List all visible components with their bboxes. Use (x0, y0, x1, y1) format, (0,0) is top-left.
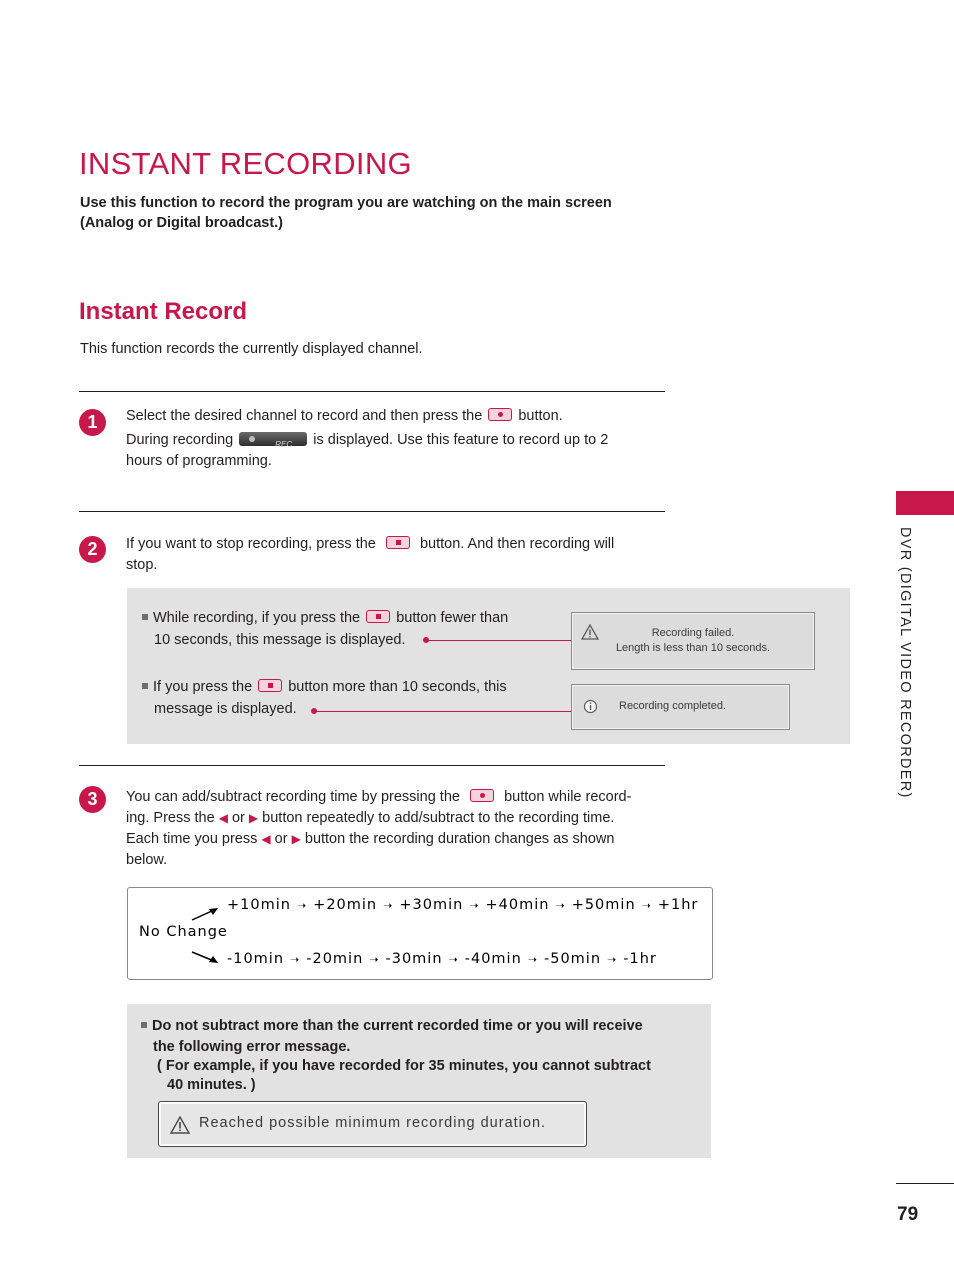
duration-step: +50min (571, 897, 636, 913)
intro-line: (Analog or Digital broadcast.) (80, 215, 284, 231)
osd-line: Recording completed. (619, 700, 727, 712)
note-text-part: 10 seconds, this message is displayed. (154, 632, 406, 648)
step-3-badge: 3 (79, 786, 106, 813)
duration-step: -50min (544, 951, 602, 967)
warning-line (141, 1016, 643, 1036)
record-button-icon (470, 789, 494, 802)
no-change-label: No Change (139, 924, 228, 940)
divider (79, 511, 665, 512)
note-text-part: button fewer than (396, 610, 509, 626)
duration-step: -1hr (623, 951, 657, 967)
step-text-part: You can add/subtract recording time by pressing the (126, 789, 460, 805)
warning-text: Do not subtract more than the current recorded time or you will receive (152, 1018, 643, 1034)
duration-step: -40min (464, 951, 522, 967)
step-arrow-icon: ➝ (296, 899, 308, 912)
step-text-part: or (274, 831, 288, 847)
section-description: This function records the currently displayed channel. (80, 341, 423, 357)
step-arrow-icon: ➝ (369, 953, 380, 966)
step-arrow-icon: ➝ (555, 899, 566, 912)
step-text-part: ing. Press the (126, 810, 215, 826)
duration-diagram (127, 887, 713, 980)
step-text-part: or (231, 810, 245, 826)
step-2-badge: 2 (79, 536, 106, 563)
subtract-steps-row (227, 951, 657, 967)
rec-indicator-icon (239, 432, 307, 449)
step-text-part: button while record- (504, 789, 632, 805)
step-text-part: button. And then recording will (419, 536, 615, 552)
section-tab-marker (896, 491, 954, 515)
record-button-icon (488, 408, 512, 421)
step-text-part: button. (518, 408, 563, 424)
warning-text: the following error message. (153, 1039, 351, 1055)
duration-step: +1hr (657, 897, 699, 913)
note-1 (142, 608, 508, 629)
duration-step: +30min (399, 897, 464, 913)
duration-step: -10min (227, 951, 285, 967)
osd-line: Length is less than 10 seconds. (615, 642, 771, 654)
step-text-part: During recording (126, 432, 234, 448)
duration-step: -30min (385, 951, 443, 967)
step-3-text (126, 787, 666, 871)
duration-step: +40min (485, 897, 550, 913)
stop-button-icon (386, 536, 410, 549)
note-text-part: message is displayed. (154, 701, 297, 717)
duration-step: +10min (227, 897, 291, 913)
step-text-part: button the recording duration changes as shown (304, 831, 615, 847)
warning-text: 40 minutes. ) (167, 1077, 256, 1093)
step-text-part: Select the desired channel to record and then press the (126, 408, 483, 424)
footer-divider (896, 1183, 954, 1184)
warning-text: ( For example, if you have recorded for 35 minutes, you cannot subtract (157, 1058, 651, 1074)
note-text-part: If you press the (153, 679, 253, 695)
bullet-icon (141, 1022, 147, 1028)
right-arrow-icon: ▶ (248, 811, 259, 825)
step-arrow-icon: ➝ (469, 899, 480, 912)
step-2-text (126, 534, 666, 576)
page-number: 79 (897, 1204, 919, 1225)
step-arrow-icon: ➝ (607, 953, 618, 966)
stop-button-icon (258, 679, 282, 692)
step-1-text (126, 406, 666, 472)
branch-arrows-icon (188, 906, 222, 966)
step-text-part: button repeatedly to add/subtract to the recording time. (262, 810, 615, 826)
note-text-part: While recording, if you press the (153, 610, 361, 626)
stop-button-icon (366, 610, 390, 623)
step-arrow-icon: ➝ (527, 953, 538, 966)
duration-step: -20min (306, 951, 364, 967)
step-text-part: Each time you press (126, 831, 258, 847)
osd-line: Recording failed. (651, 627, 735, 639)
step-arrow-icon: ➝ (290, 953, 301, 966)
intro-text (80, 193, 612, 233)
bullet-icon (142, 614, 148, 620)
osd-line: Reached possible minimum recording duration. (199, 1115, 547, 1131)
step-text-part: stop. (126, 557, 158, 573)
warning-icon (581, 624, 599, 640)
divider (79, 391, 665, 392)
rec-indicator-label: REC (275, 440, 293, 449)
right-arrow-icon: ▶ (291, 832, 301, 846)
step-arrow-icon: ➝ (383, 899, 394, 912)
duration-step: +20min (313, 897, 378, 913)
step-text-part: below. (126, 852, 168, 868)
step-text-part: If you want to stop recording, press the (126, 536, 376, 552)
step-text-part: is displayed. Use this feature to record up to 2 (313, 432, 609, 448)
page-title: INSTANT RECORDING (79, 146, 412, 181)
step-arrow-icon: ➝ (641, 899, 652, 912)
note-text-part: button more than 10 seconds, this (288, 679, 507, 695)
intro-line: Use this function to record the program you are watching on the main screen (80, 195, 612, 211)
bullet-icon (142, 683, 148, 689)
osd-recording-completed (571, 684, 790, 730)
section-title: Instant Record (79, 298, 248, 325)
connector-line (426, 640, 572, 641)
info-icon (583, 699, 598, 714)
osd-minimum-duration (158, 1101, 587, 1147)
add-steps-row (227, 897, 698, 913)
step-1-badge: 1 (79, 409, 106, 436)
step-arrow-icon: ➝ (448, 953, 459, 966)
connector-line (314, 711, 572, 712)
note-2 (142, 677, 507, 698)
left-arrow-icon: ◀ (218, 811, 228, 825)
side-section-label: DVR (DIGITAL VIDEO RECORDER) (897, 527, 913, 799)
step-text-part: hours of programming. (126, 453, 272, 469)
left-arrow-icon: ◀ (261, 832, 271, 846)
osd-recording-failed (571, 612, 815, 670)
divider (79, 765, 665, 766)
warning-icon (170, 1116, 190, 1134)
